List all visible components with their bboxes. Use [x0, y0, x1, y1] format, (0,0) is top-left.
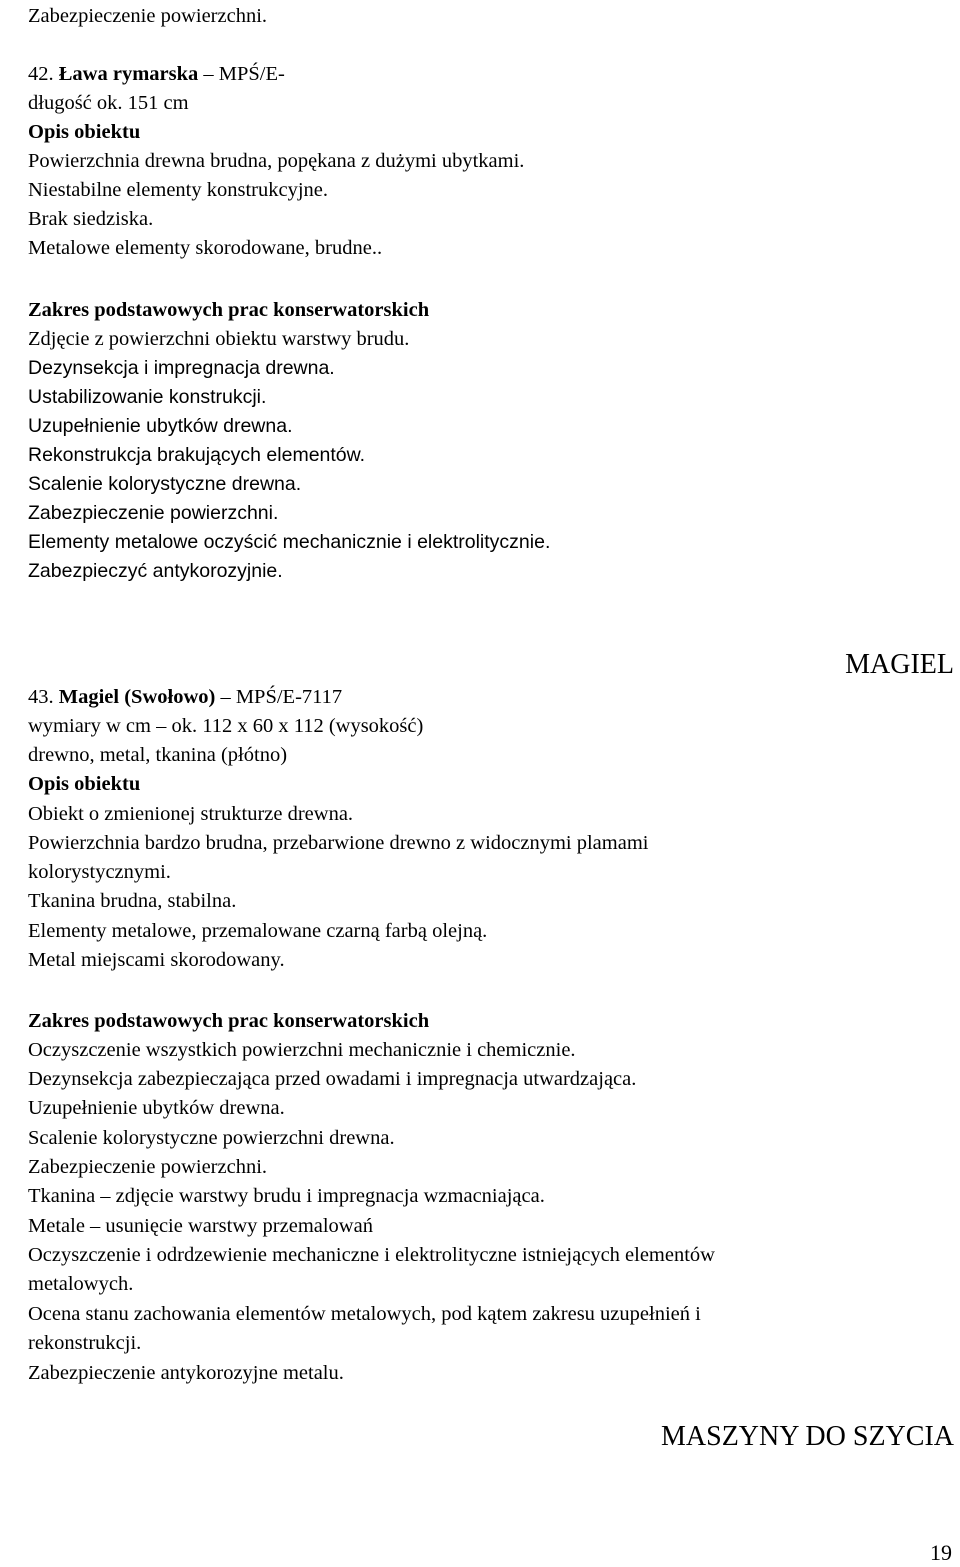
item-42-description-line: Powierzchnia drewna brudna, popękana z dużymi ubytkami.: [28, 150, 525, 172]
item-43-scope-line: Scalenie kolorystyczne powierzchni drewna.: [28, 1127, 395, 1149]
item-name: Ława rymarska: [58, 63, 199, 85]
item-43-scope-line: Ocena stanu zachowania elementów metalowych, pod kątem zakresu uzupełnień i: [28, 1303, 701, 1325]
item-43-description-line: Powierzchnia bardzo brudna, przebarwione drewno z widocznymi plamami: [28, 832, 649, 854]
section-heading-maszyny-do-szycia: MASZYNY DO SZYCIA: [661, 1421, 954, 1452]
item-42-description-line: Metalowe elementy skorodowane, brudne..: [28, 237, 383, 259]
item-43-scope-line: Uzupełnienie ubytków drewna.: [28, 1097, 285, 1119]
item-43-scope-title: Zakres podstawowych prac konserwatorskich: [28, 1010, 430, 1032]
item-43-scope-line: Zabezpieczenie antykorozyjne metalu.: [28, 1362, 344, 1384]
item-43-description-line: Tkanina brudna, stabilna.: [28, 890, 237, 912]
item-42-scope-line: Zabezpieczyć antykorozyjnie.: [28, 560, 283, 582]
item-42-scope-line: Zabezpieczenie powierzchni.: [28, 502, 279, 524]
item-43-description-line: Elementy metalowe, przemalowane czarną farbą olejną.: [28, 920, 488, 942]
item-43-scope-line: Zabezpieczenie powierzchni.: [28, 1156, 268, 1178]
item-43-scope-line: Tkanina – zdjęcie warstwy brudu i impregnacja wzmacniająca.: [28, 1185, 545, 1207]
section-heading-magiel: MAGIEL: [845, 649, 954, 680]
item-43-heading: [28, 683, 342, 712]
item-42-scope-line: Uzupełnienie ubytków drewna.: [28, 415, 293, 437]
page-number: 19: [930, 1540, 952, 1565]
item-43-scope-line: metalowych.: [28, 1273, 134, 1295]
item-42-description-title: Opis obiektu: [28, 121, 141, 143]
item-43-dimension: wymiary w cm – ok. 112 x 60 x 112 (wysokość): [28, 715, 424, 737]
item-42-scope-line: Scalenie kolorystyczne drewna.: [28, 473, 302, 495]
item-43-description-line: Metal miejscami skorodowany.: [28, 949, 285, 971]
item-43-material: drewno, metal, tkanina (płótno): [28, 744, 288, 766]
item-42-description-line: Niestabilne elementy konstrukcyjne.: [28, 179, 329, 201]
item-name: Magiel (Swołowo): [58, 686, 216, 708]
item-number: 42.: [28, 63, 54, 85]
item-43-scope-line: rekonstrukcji.: [28, 1332, 142, 1354]
item-43-scope-line: Metale – usunięcie warstwy przemalowań: [28, 1215, 373, 1237]
item-43-scope-line: Oczyszczenie i odrdzewienie mechaniczne i elektrolityczne istniejących elementów: [28, 1244, 715, 1266]
item-43-description-line: kolorystycznymi.: [28, 861, 171, 883]
item-42-scope-line: Rekonstrukcja brakujących elementów.: [28, 444, 366, 466]
item-number: 43.: [28, 686, 54, 708]
item-inventory: – MPŚ/E-: [203, 63, 285, 85]
item-43-scope-line: Dezynsekcja zabezpieczająca przed owadami i impregnacja utwardzająca.: [28, 1068, 637, 1090]
item-42-scope-line: Zdjęcie z powierzchni obiektu warstwy brudu.: [28, 328, 410, 350]
continued-line: Zabezpieczenie powierzchni.: [28, 5, 268, 27]
item-42-scope-line: Dezynsekcja i impregnacja drewna.: [28, 357, 335, 379]
item-43-description-title: Opis obiektu: [28, 773, 141, 795]
item-42-scope-line: Elementy metalowe oczyścić mechanicznie i elektrolitycznie.: [28, 531, 551, 553]
item-42-heading: [28, 60, 285, 89]
item-42-dimension: długość ok. 151 cm: [28, 92, 189, 114]
item-42-scope-title: Zakres podstawowych prac konserwatorskich: [28, 299, 430, 321]
item-42-scope-line: Ustabilizowanie konstrukcji.: [28, 386, 267, 408]
item-42-description-line: Brak siedziska.: [28, 208, 154, 230]
item-inventory: – MPŚ/E-7117: [220, 686, 343, 708]
item-43-scope-line: Oczyszczenie wszystkich powierzchni mechanicznie i chemicznie.: [28, 1039, 576, 1061]
item-43-description-line: Obiekt o zmienionej strukturze drewna.: [28, 803, 354, 825]
